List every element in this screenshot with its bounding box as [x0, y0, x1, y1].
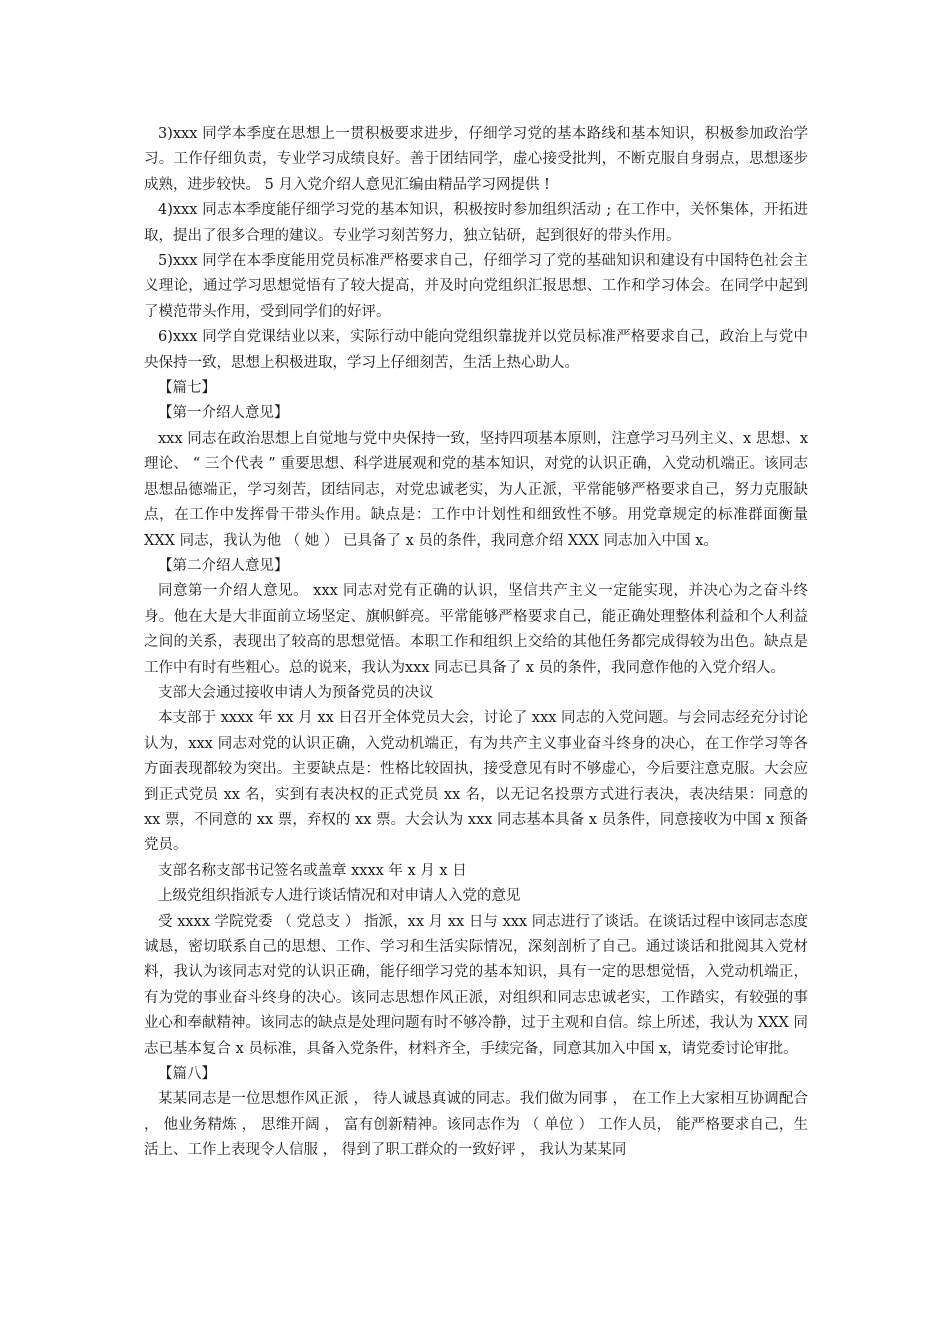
paragraph-item-5: 5)xxx 同学在本季度能用党员标准严格要求自己，仔细学习了党的基础知识和建设有中国特色社会主义理论，通过学习思想觉悟有了较大提高，并及时向党组织汇报思想、工作和学习体会。在同学中起到了模范带头作用，受到同学们的好评。: [144, 253, 808, 320]
section-heading-first-introducer: 【第一介绍人意见】: [158, 405, 289, 422]
paragraph-branch-resolution-title: 支部大会通过接收申请人为预备党员的决议: [158, 684, 434, 701]
paragraph-branch-resolution: 本支部于 xxxx 年 xx 月 xx 日召开全体党员大会，讨论了 xxx 同志的入党问题。与会同志经充分讨论认为，xxx 同志对党的认识正确，入党动机端正，有为共产主义事业奋斗终身的决心，在工作学习等各方面表现都较为突出。主要缺点是：性格比较固执，接受意见有时不够虚心，今后要注意克服。大会应到正式党员 xx 名，实到有表决权的正式党员 xx 名，以无记名投票方式进行表决，表决结果：同意的 xx 票，不同意的 xx 票，弃权的 xx 票。大会认为 xxx 同志基本具备 x 员条件，同意接收为中国 x 预备党员。: [144, 710, 808, 854]
section-heading-part-8: 【篇八】: [158, 1066, 216, 1083]
paragraph-item-4: 4)xxx 同志本季度能仔细学习党的基本知识，积极按时参加组织活动 ; 在工作中，关怀集体，开拓进取，提出了很多合理的建议。专业学习刻苦努力，独立钻研，起到很好的带头作用。: [144, 202, 808, 244]
section-heading-second-introducer: 【第二介绍人意见】: [158, 557, 289, 574]
paragraph-item-3: 3)xxx 同学本季度在思想上一贯积极要求进步，仔细学习党的基本路线和基本知识，积极参加政治学习。工作仔细负责，专业学习成绩良好。善于团结同学，虚心接受批判，不断克服自身弱点，思想逐步成熟，进步较快。 5 月入党介绍人意见汇编由精品学习网提供 !: [144, 126, 808, 193]
paragraph-first-introducer-opinion: xxx 同志在政治思想上自觉地与党中央保持一致，坚持四项基本原则，注意学习马列主义、x 思想、x 理论、 “ 三个代表 ” 重要思想、科学进展观和党的基本知识，对党的认识正确，入党动机端正。该同志思想品德端正，学习刻苦，团结同志，对党忠诚老实，为人正派，平常能够严格要求自己，努力克服缺点，在工作中发挥骨干带头作用。缺点是：工作中计划性和细致性不够。用党章规定的标准群面衡量 XXX 同志，我认为他 （ 她 ） 已具备了 x 员的条件，我同意介绍 XXX 同志加入中国 x。: [144, 430, 808, 549]
section-heading-part-7: 【篇七】: [158, 380, 216, 397]
document-page: [144, 122, 808, 1164]
paragraph-talk-title: 上级党组织指派专人进行谈话情况和对申请人入党的意见: [158, 888, 521, 905]
paragraph-second-introducer-opinion: 同意第一介绍人意见。 xxx 同志对党有正确的认识，坚信共产主义一定能实现，并决心为之奋斗终身。他在大是大非面前立场坚定、旗帜鲜亮。平常能够严格要求自己，能正确处理整体利益和个人利益之间的关系，表现出了较高的思想觉悟。本职工作和组织上交给的其他任务都完成得较为出色。缺点是工作中有时有些粗心。总的说来，我认为xxx 同志已具备了 x 员的条件，我同意作他的入党介绍人。: [144, 583, 808, 676]
paragraph-talk-opinion: 受 xxxx 学院党委 （ 党总支 ） 指派，xx 月 xx 日与 xxx 同志进行了谈话。在谈话过程中该同志态度诚恳，密切联系自己的思想、工作、学习和生活实际情况，深刻剖析了自己。通过谈话和批阅其入党材料，我认为该同志对党的认识正确，能仔细学习党的基本知识，具有一定的思想觉悟，入党动机端正，有为党的事业奋斗终身的决心。该同志思想作风正派，对组织和同志忠诚老实，工作踏实，有较强的事业心和奉献精神。该同志的缺点是处理问题有时不够冷静，过于主观和自信。综上所述，我认为 XXX 同志已基本复合 x 员标准，具备入党条件，材料齐全，手续完备，同意其加入中国 x，请党委讨论审批。: [144, 913, 808, 1057]
paragraph-signature-line: 支部名称支部书记签名或盖章 xxxx 年 x 月 x 日: [158, 862, 467, 879]
paragraph-item-6: 6)xxx 同学自党课结业以来，实际行动中能向党组织靠拢并以党员标准严格要求自己，政治上与党中央保持一致，思想上积极进取，学习上仔细刻苦，生活上热心助人。: [144, 329, 808, 371]
paragraph-part-8-opinion: 某某同志是一位思想作风正派 ， 待人诚恳真诚的同志。我们做为同事 ， 在工作上大家相互协调配合 ， 他业务精炼 ， 思维开阔 ， 富有创新精神。该同志作为 （ 单位 ） 工作人员， 能严格要求自己，生活上、工作上表现令人信服 ， 得到了职工群众的一致好评 ， 我认为某某同: [144, 1091, 808, 1159]
